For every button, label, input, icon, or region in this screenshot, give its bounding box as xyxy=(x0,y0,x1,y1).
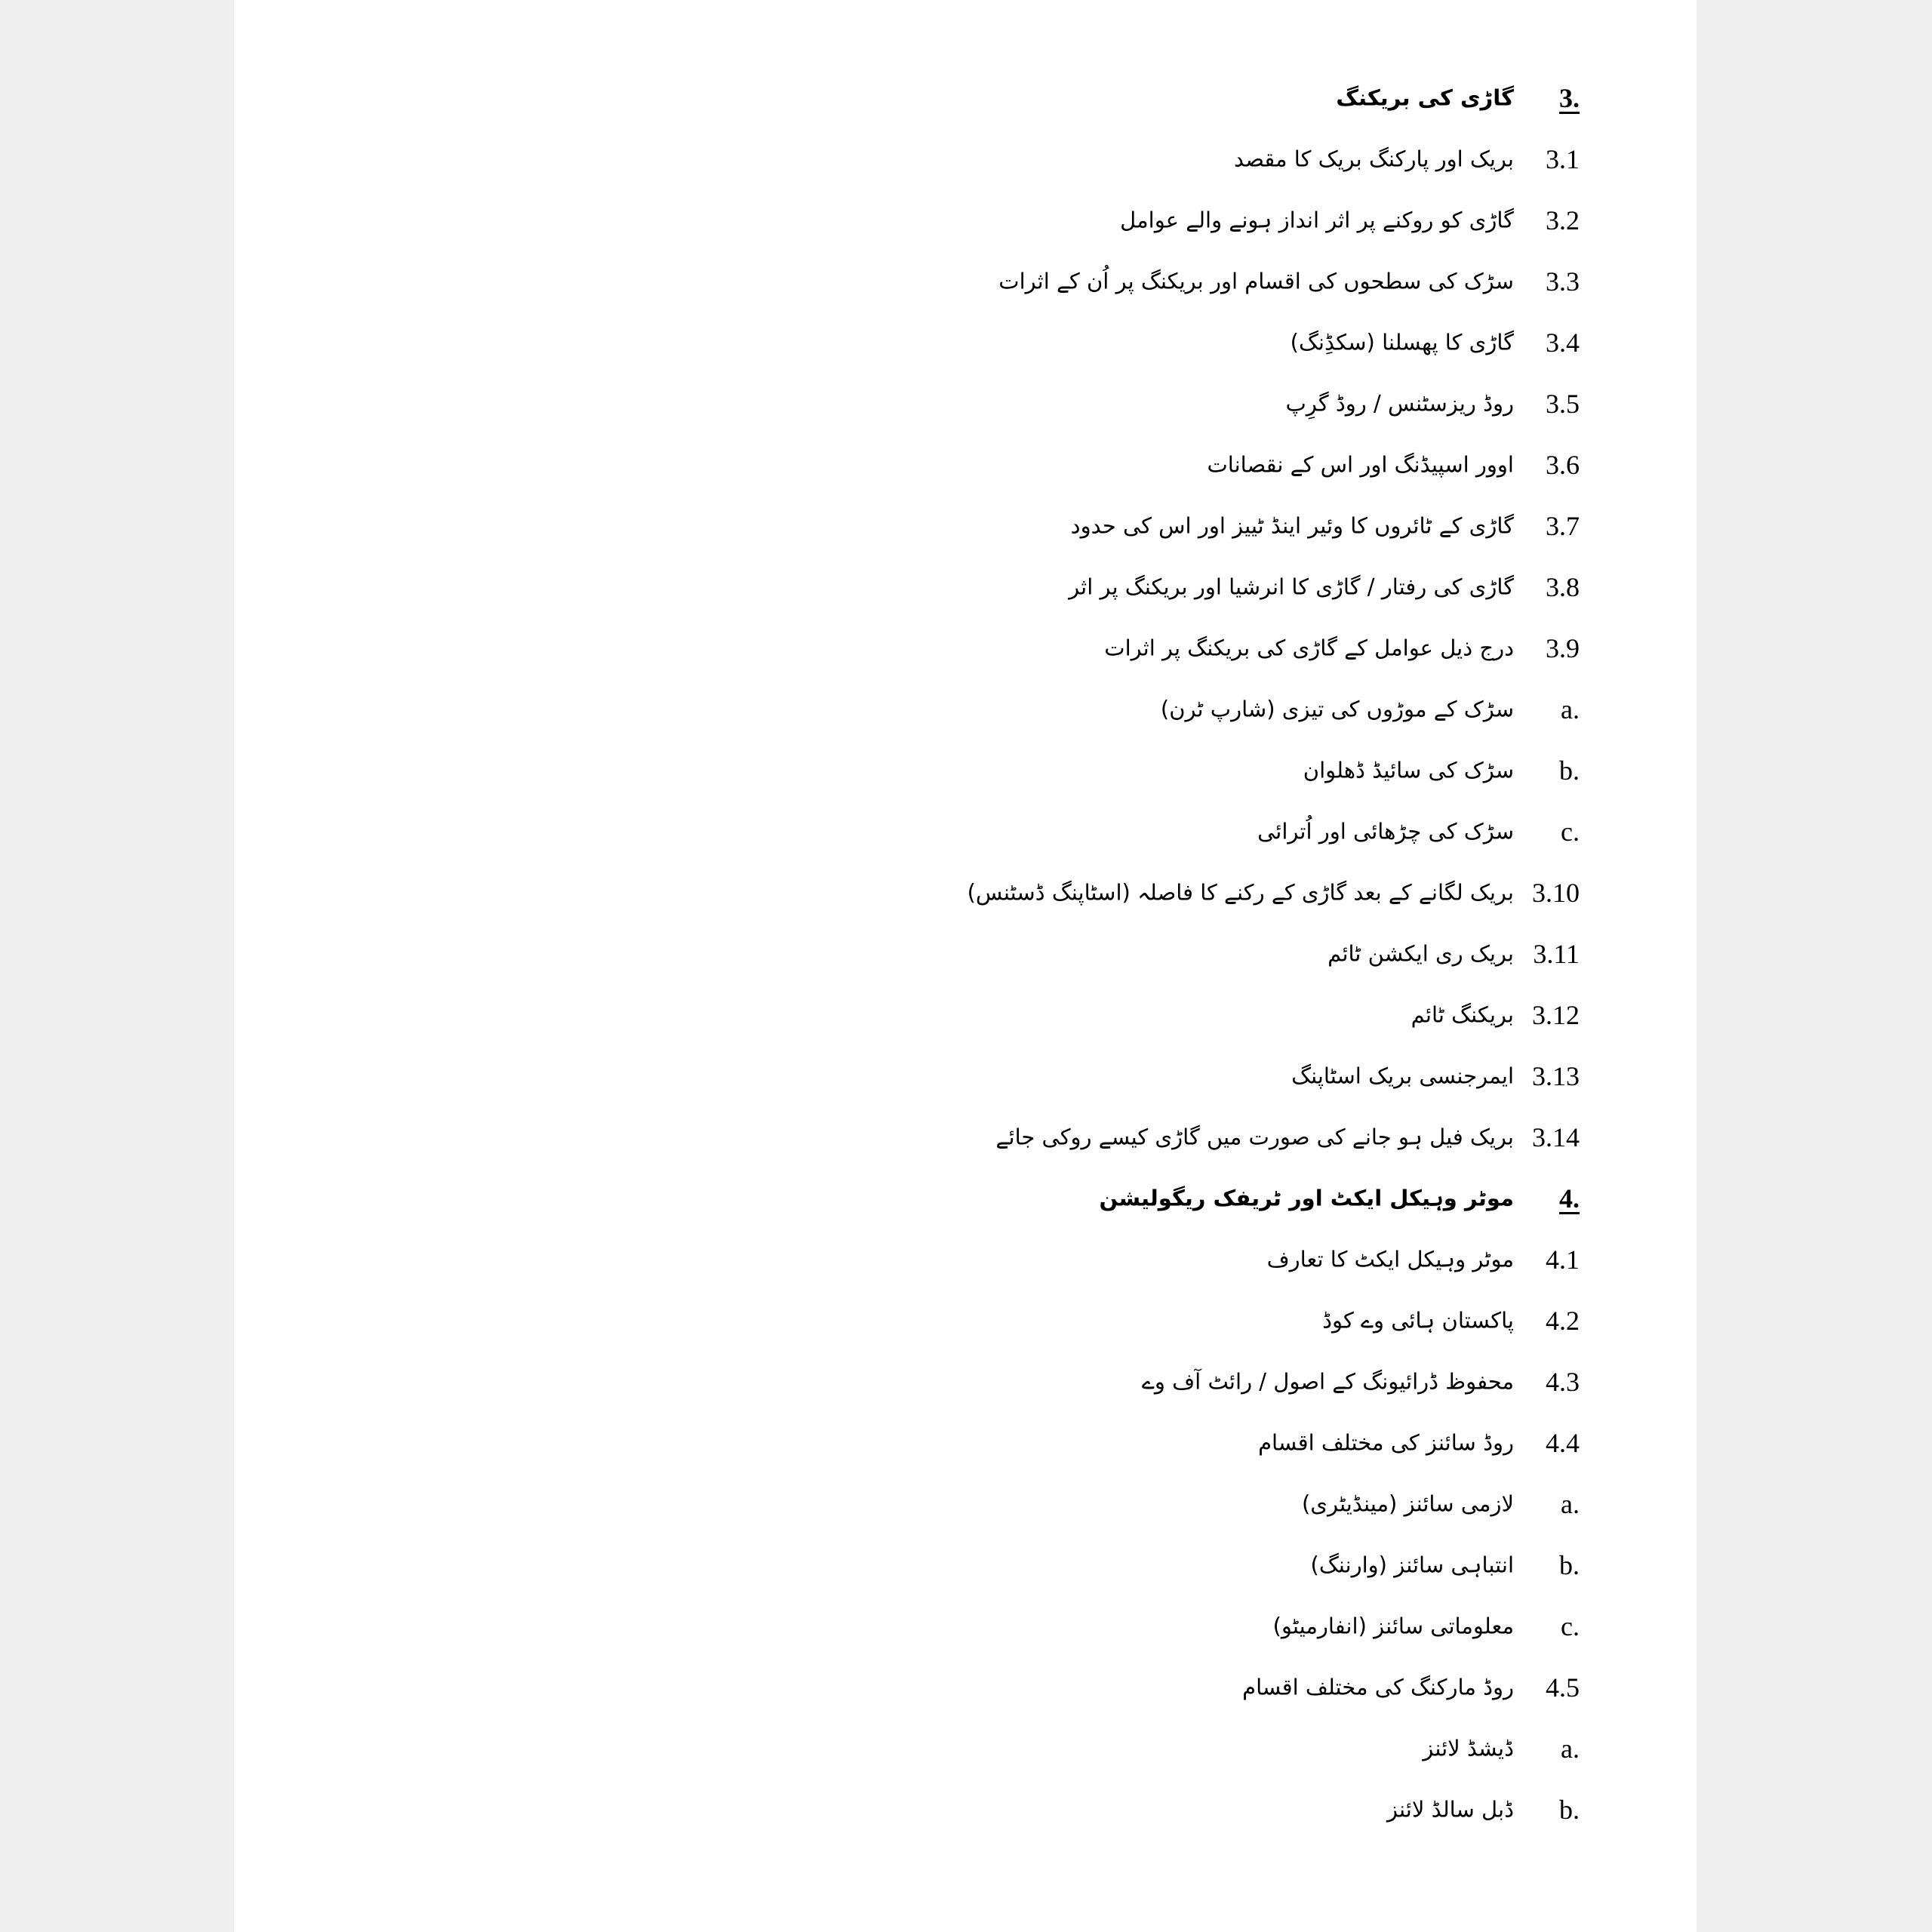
item-text: انتباہی سائنز (وارننگ) xyxy=(1310,1552,1514,1578)
list-item xyxy=(234,1783,1697,1836)
item-number: 4.2 xyxy=(1546,1306,1580,1336)
list-item xyxy=(234,316,1697,369)
section-heading xyxy=(234,72,1697,125)
list-item xyxy=(234,1294,1697,1347)
item-number: 3.9 xyxy=(1546,633,1580,663)
item-number: a. xyxy=(1561,694,1580,724)
list-item xyxy=(234,194,1697,247)
item-number: 3.8 xyxy=(1546,572,1580,602)
item-number: 3. xyxy=(1559,83,1580,113)
item-text: سڑک کی سائیڈ ڈھلوان xyxy=(1303,757,1514,783)
item-number: 3.3 xyxy=(1546,266,1580,297)
list-item xyxy=(234,1722,1697,1775)
item-number: 3.12 xyxy=(1532,1000,1580,1030)
item-text: درج ذیل عوامل کے گاڑی کی بریکنگ پر اثرات xyxy=(1104,635,1514,661)
item-text: ڈبل سالڈ لائنز xyxy=(1387,1796,1514,1823)
item-number: 4.3 xyxy=(1546,1367,1580,1397)
item-number: 4.5 xyxy=(1546,1672,1580,1703)
item-text: بریکنگ ٹائم xyxy=(1411,1001,1514,1028)
item-number: 3.5 xyxy=(1546,389,1580,419)
list-item xyxy=(234,1600,1697,1653)
item-text: ایمرجنسی بریک اسٹاپنگ xyxy=(1291,1063,1514,1089)
item-text: گاڑی کو روکنے پر اثر انداز ہونے والے عوامل xyxy=(1120,207,1514,233)
list-item xyxy=(234,1233,1697,1286)
item-text: گاڑی کے ٹائروں کا وئیر اینڈ ٹییز اور اس کی حدود xyxy=(1070,512,1514,539)
item-text: روڈ ریزسٹنس / روڈ گرِپ xyxy=(1285,390,1514,417)
item-number: 3.1 xyxy=(1546,144,1580,174)
list-item xyxy=(234,1417,1697,1469)
item-number: a. xyxy=(1561,1734,1580,1764)
document-page xyxy=(234,0,1697,1932)
list-item xyxy=(234,1539,1697,1592)
item-number: 3.13 xyxy=(1532,1061,1580,1091)
item-text: بریک ری ایکشن ٹائم xyxy=(1327,940,1514,967)
item-number: 4. xyxy=(1559,1183,1580,1214)
item-text: گاڑی کی رفتار / گاڑی کا انرشیا اور بریکنگ پر اثر xyxy=(1069,574,1514,600)
item-text: موٹر وہیکل ایکٹ اور ٹریفک ریگولیشن xyxy=(1099,1185,1514,1211)
list-item xyxy=(234,377,1697,430)
outline-list xyxy=(234,0,1697,1932)
item-number: b. xyxy=(1559,1550,1580,1580)
item-number: c. xyxy=(1561,1611,1580,1641)
item-text: محفوظ ڈرائیونگ کے اصول / رائٹ آف وے xyxy=(1141,1368,1514,1395)
item-text: گاڑی کا پھسلنا (سکڈِنگ) xyxy=(1290,329,1514,355)
item-number: 3.7 xyxy=(1546,511,1580,541)
item-number: 4.1 xyxy=(1546,1244,1580,1275)
list-item xyxy=(234,1478,1697,1531)
item-text: معلوماتی سائنز (انفارمیٹو) xyxy=(1272,1613,1514,1639)
list-item xyxy=(234,683,1697,736)
list-item xyxy=(234,928,1697,980)
list-item xyxy=(234,438,1697,491)
item-number: b. xyxy=(1559,1795,1580,1825)
item-text: بریک اور پارکنگ بریک کا مقصد xyxy=(1234,146,1514,172)
list-item xyxy=(234,866,1697,919)
item-number: 3.14 xyxy=(1532,1122,1580,1152)
item-text: سڑک کے موڑوں کی تیزی (شارپ ٹرن) xyxy=(1160,696,1514,722)
list-item xyxy=(234,1661,1697,1714)
item-text: گاڑی کی بریکنگ xyxy=(1336,85,1514,111)
item-text: پاکستان ہائی وے کوڈ xyxy=(1322,1307,1514,1334)
list-item xyxy=(234,133,1697,186)
list-item xyxy=(234,1111,1697,1164)
list-item xyxy=(234,989,1697,1041)
item-text: لازمی سائنز (مینڈیٹری) xyxy=(1301,1491,1514,1517)
list-item xyxy=(234,561,1697,614)
item-text: ڈیشڈ لائنز xyxy=(1423,1735,1514,1761)
item-number: 4.4 xyxy=(1546,1428,1580,1458)
list-item xyxy=(234,622,1697,675)
item-number: 3.6 xyxy=(1546,450,1580,480)
item-text: بریک لگانے کے بعد گاڑی کے رکنے کا فاصلہ (اسٹاپنگ ڈسٹنس) xyxy=(967,879,1514,906)
item-number: 3.2 xyxy=(1546,205,1580,235)
item-number: 3.11 xyxy=(1533,939,1580,969)
item-text: سڑک کی سطحوں کی اقسام اور بریکنگ پر اُن کے اثرات xyxy=(998,268,1514,294)
item-text: اوور اسپیڈنگ اور اس کے نقصانات xyxy=(1207,451,1514,478)
list-item xyxy=(234,500,1697,552)
list-item xyxy=(234,255,1697,308)
item-number: 3.4 xyxy=(1546,328,1580,358)
item-text: موٹر وہیکل ایکٹ کا تعارف xyxy=(1266,1246,1514,1272)
item-number: c. xyxy=(1561,817,1580,847)
item-text: روڈ سائنز کی مختلف اقسام xyxy=(1258,1429,1514,1456)
item-number: a. xyxy=(1561,1489,1580,1519)
list-item xyxy=(234,805,1697,858)
section-heading xyxy=(234,1172,1697,1225)
list-item xyxy=(234,1355,1697,1408)
item-text: سڑک کی چڑھائی اور اُترائی xyxy=(1257,818,1514,844)
item-text: بریک فیل ہو جانے کی صورت میں گاڑی کیسے روکی جائے xyxy=(995,1124,1514,1150)
item-number: 3.10 xyxy=(1532,878,1580,908)
list-item xyxy=(234,744,1697,797)
item-number: b. xyxy=(1559,755,1580,786)
list-item xyxy=(234,1050,1697,1103)
item-text: روڈ مارکنگ کی مختلف اقسام xyxy=(1242,1674,1514,1700)
